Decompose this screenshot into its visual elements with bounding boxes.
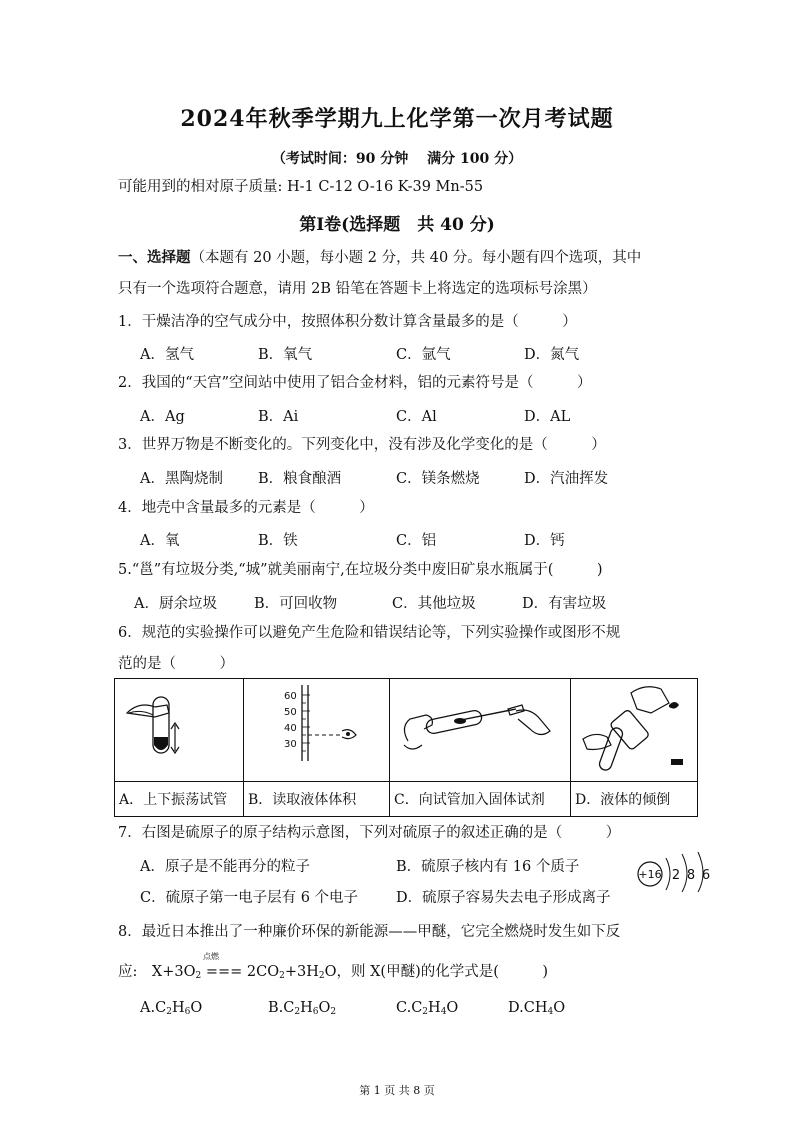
question-stem: 1．干燥洁净的空气成分中，按照体积分数计算含量最多的是（ ） bbox=[118, 314, 577, 330]
question-stem: 3．世界万物是不断变化的。下列变化中，没有涉及化学变化的是（ ） bbox=[118, 437, 606, 453]
shell-electrons: 6 bbox=[701, 868, 711, 883]
add-solid-reagent-illustration bbox=[390, 679, 570, 777]
scale-tick-label: 60 bbox=[284, 691, 297, 702]
nucleus-charge: +16 bbox=[638, 868, 662, 881]
question-stem-cont: 范的是（ ） bbox=[118, 656, 234, 672]
instructions-line-2: 只有一个选项符合题意，请用 2B 铅笔在答题卡上将选定的选项标号涂黑） bbox=[118, 281, 597, 297]
question-stem: 6．规范的实验操作可以避免产生危险和错误结论等，下列实验操作或图形不规 bbox=[118, 625, 621, 641]
option-c: C．镁条燃烧 bbox=[396, 471, 480, 487]
scale-tick-label: 50 bbox=[284, 707, 297, 718]
reaction-condition: 点燃 bbox=[203, 952, 219, 961]
option-c: C．Al bbox=[396, 409, 437, 425]
sulfur-atom-structure-diagram bbox=[632, 842, 716, 892]
option-d: D．AL bbox=[524, 409, 571, 425]
exam-title: 2024年秋季学期九上化学第一次月考试题 bbox=[180, 106, 614, 132]
option-d: D．氮气 bbox=[524, 347, 580, 363]
page-footer: 第 1 页 共 8 页 bbox=[359, 1084, 435, 1097]
atomic-masses: 可能用到的相对原子质量: H-1 C-12 O-16 K-39 Mn-55 bbox=[118, 179, 484, 195]
scale-tick-label: 30 bbox=[284, 739, 297, 750]
option-d: D．钙 bbox=[524, 533, 565, 549]
pour-liquid-illustration bbox=[571, 679, 697, 777]
instructions-line-1 bbox=[118, 248, 641, 268]
option-d: D.CH4O bbox=[508, 1000, 566, 1017]
shell-electrons: 8 bbox=[686, 868, 696, 883]
option-b: B．氧气 bbox=[258, 347, 313, 363]
option-d: D．有害垃圾 bbox=[522, 596, 607, 612]
option-b: B．可回收物 bbox=[254, 596, 338, 612]
option-a: A．原子是不能再分的粒子 bbox=[140, 859, 310, 875]
equation-arrow: === bbox=[201, 964, 247, 980]
equation-part: 应: X+3O bbox=[118, 964, 196, 980]
equation-part: +3H bbox=[284, 964, 319, 980]
scale-tick-label: 40 bbox=[284, 723, 297, 734]
chemical-equation: 应: X+3O2 === 2CO2+3H2O，则 X(甲醚)的化学式是( ) bbox=[118, 964, 549, 981]
figure-b-cell bbox=[244, 679, 390, 782]
option-c: C．铝 bbox=[396, 533, 437, 549]
caption-b: B．读取液体体积 bbox=[244, 782, 390, 817]
option-a: A．厨余垃圾 bbox=[134, 596, 217, 612]
option-b: B.C2H6O2 bbox=[268, 1000, 337, 1017]
option-a: A．Ag bbox=[140, 409, 185, 425]
caption-d: D．液体的倾倒 bbox=[571, 782, 698, 817]
option-b: B．粮食酿酒 bbox=[258, 471, 342, 487]
option-a: A．黑陶烧制 bbox=[140, 471, 223, 487]
shake-test-tube-illustration bbox=[115, 679, 243, 777]
lab-operation-figure-table bbox=[114, 678, 698, 817]
option-c: C．硫原子第一电子层有 6 个电子 bbox=[140, 890, 359, 906]
figure-a-cell bbox=[115, 679, 244, 782]
option-a: A．氧 bbox=[140, 533, 180, 549]
question-stem: 2．我国的“天宫”空间站中使用了铝合金材料，铝的元素符号是（ ） bbox=[118, 375, 592, 391]
caption-c: C．向试管加入固体试剂 bbox=[390, 782, 571, 817]
question-stem: 7．右图是硫原子的原子结构示意图，下列对硫原子的叙述正确的是（ ） bbox=[118, 825, 621, 841]
option-d: D．硫原子容易失去电子形成离子 bbox=[396, 890, 611, 906]
read-liquid-volume-illustration bbox=[244, 679, 389, 777]
instructions-rest: （本题有 20 小题，每小题 2 分，共 40 分。每小题有四个选项，其中 bbox=[190, 250, 642, 266]
option-d: D．汽油挥发 bbox=[524, 471, 609, 487]
question-stem: 4．地壳中含量最多的元素是（ ） bbox=[118, 500, 374, 516]
option-b: B．Ai bbox=[258, 409, 299, 425]
option-a: A．氢气 bbox=[140, 347, 194, 363]
option-c: C.C2H4O bbox=[396, 1000, 459, 1017]
equation-part: O，则 X(甲醚)的化学式是( ) bbox=[324, 964, 549, 980]
figure-c-cell bbox=[390, 679, 571, 782]
option-c: C．氩气 bbox=[396, 347, 451, 363]
instructions-bold: 一、选择题 bbox=[118, 249, 191, 266]
question-stem: 5.“邕”有垃圾分类,“城”就美丽南宁,在垃圾分类中废旧矿泉水瓶属于( ) bbox=[118, 562, 603, 578]
exam-info: （考试时间：90 分钟 满分 100 分） bbox=[271, 151, 523, 167]
equation-part: 2CO bbox=[246, 964, 280, 980]
section-title: 第Ⅰ卷(选择题 共 40 分) bbox=[299, 215, 495, 235]
figure-d-cell bbox=[571, 679, 698, 782]
option-b: B．铁 bbox=[258, 533, 298, 549]
question-stem: 8．最近日本推出了一种廉价环保的新能源——甲醚，它完全燃烧时发生如下反 bbox=[118, 924, 621, 940]
caption-a: A．上下振荡试管 bbox=[115, 782, 244, 817]
option-b: B．硫原子核内有 16 个质子 bbox=[396, 859, 580, 875]
option-c: C．其他垃圾 bbox=[392, 596, 476, 612]
shell-electrons: 2 bbox=[671, 868, 681, 883]
option-a: A.C2H6O bbox=[140, 1000, 203, 1017]
